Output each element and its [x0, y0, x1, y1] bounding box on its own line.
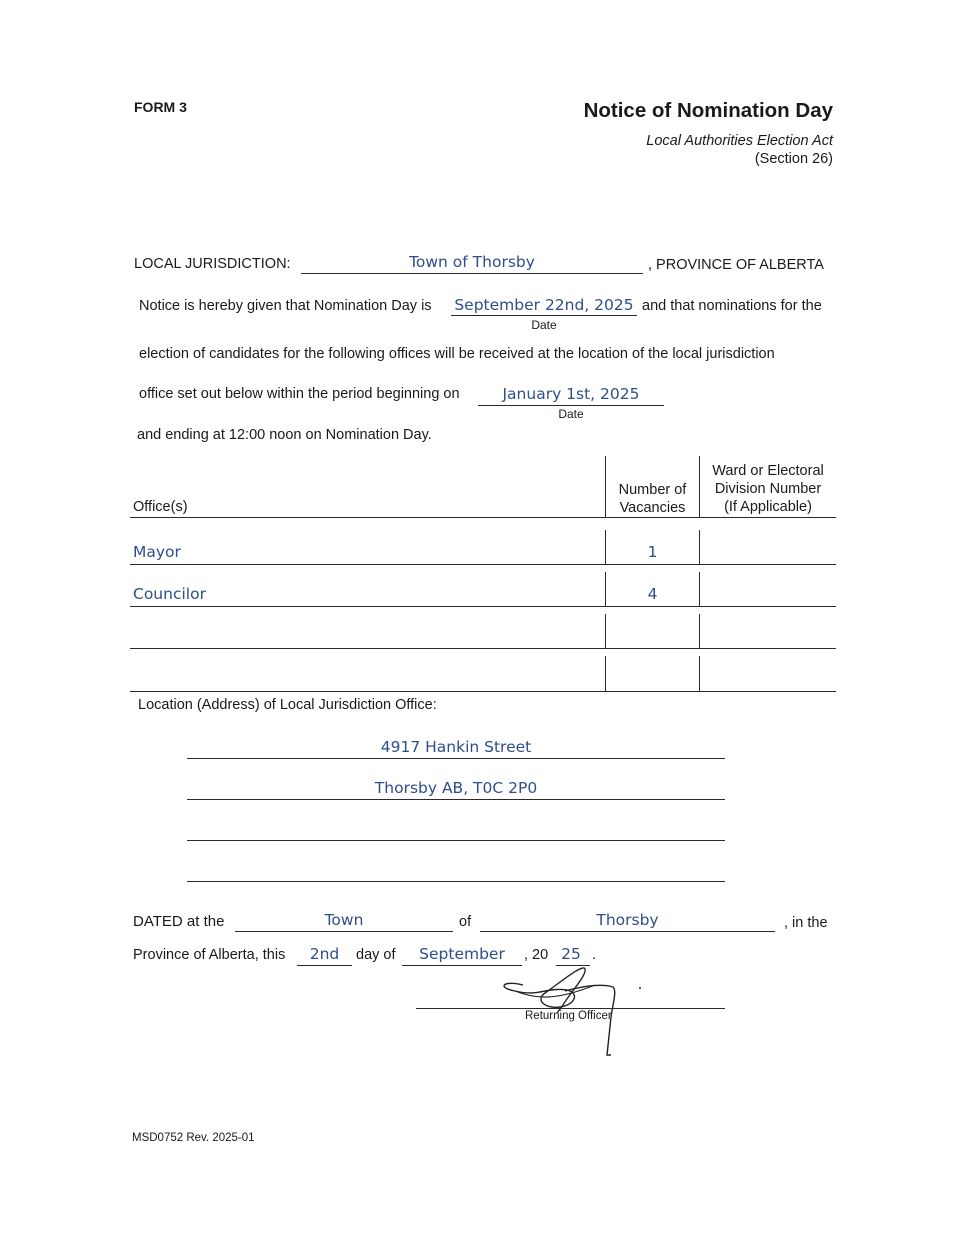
row2-divider-1 — [605, 572, 606, 607]
dated-place-name[interactable]: Thorsby — [596, 911, 659, 929]
office-column-header: Office(s) — [133, 499, 188, 515]
dated-place-type[interactable]: Town — [324, 911, 364, 929]
header-underline — [130, 517, 836, 518]
dated-of: of — [459, 914, 472, 930]
row2-underline — [130, 606, 836, 607]
day-underline — [297, 965, 352, 966]
place-name-underline — [480, 931, 775, 932]
vacancies-header-line1: Number of — [618, 482, 687, 498]
dated-line2-prefix: Province of Alberta, this — [133, 947, 286, 963]
signature-caption: Returning Officer — [525, 1010, 612, 1022]
address-line-2[interactable]: Thorsby AB, T0C 2P0 — [374, 779, 538, 797]
jurisdiction-label: LOCAL JURISDICTION: — [134, 256, 291, 272]
ward-header-line1: Ward or Electoral — [712, 463, 824, 479]
start-date-caption: Date — [558, 407, 584, 421]
jurisdiction-province: , PROVINCE OF ALBERTA — [648, 257, 824, 273]
jurisdiction-value[interactable]: Town of Thorsby — [409, 253, 535, 271]
notice-line1-prefix: Notice is hereby given that Nomination Day is — [139, 298, 432, 314]
dated-prefix: DATED at the — [133, 913, 225, 930]
row2-divider-2 — [699, 572, 700, 607]
dated-day-of: day of — [356, 947, 396, 963]
row3-divider-1 — [605, 614, 606, 649]
address-underline-2 — [187, 799, 725, 800]
nomination-date-underline — [451, 315, 637, 316]
start-date-value[interactable]: January 1st, 2025 — [502, 385, 640, 403]
vacancies-cell-mayor[interactable]: 1 — [647, 543, 658, 561]
office-cell-councilor[interactable]: Councilor — [133, 585, 206, 603]
header-divider-1 — [605, 456, 606, 518]
place-type-underline — [235, 931, 453, 932]
nomination-date-caption: Date — [531, 318, 557, 332]
jurisdiction-underline — [301, 273, 643, 274]
row1-underline — [130, 564, 836, 565]
row3-divider-2 — [699, 614, 700, 649]
form-number: FORM 3 — [134, 99, 187, 115]
row4-underline — [130, 691, 836, 692]
start-date-underline — [478, 405, 664, 406]
form-code: MSD0752 Rev. 2025-01 — [132, 1132, 255, 1144]
address-underline-3 — [187, 840, 725, 841]
notice-line4: and ending at 12:00 noon on Nomination Day. — [137, 427, 432, 443]
address-underline-4 — [187, 881, 725, 882]
dated-day[interactable]: 2nd — [309, 945, 340, 963]
signature-line — [416, 1008, 725, 1009]
row4-divider-1 — [605, 656, 606, 691]
row1-divider-1 — [605, 530, 606, 564]
act-section: (Section 26) — [754, 151, 833, 167]
row4-divider-2 — [699, 656, 700, 691]
act-name: Local Authorities Election Act — [646, 133, 833, 149]
ward-header-line2: Division Number — [714, 481, 822, 497]
location-label: Location (Address) of Local Jurisdiction Office: — [138, 697, 437, 713]
notice-line1-suffix: and that nominations for the — [642, 298, 822, 314]
vacancies-cell-councilor[interactable]: 4 — [647, 585, 658, 603]
address-underline-1 — [187, 758, 725, 759]
header-divider-2 — [699, 456, 700, 518]
office-cell-mayor[interactable]: Mayor — [133, 543, 181, 561]
notice-line3-prefix: office set out below within the period beginning on — [139, 386, 460, 402]
vacancies-header-line2: Vacancies — [619, 500, 686, 516]
dated-period: . — [592, 947, 597, 963]
row1-divider-2 — [699, 530, 700, 564]
ward-header-line3: (If Applicable) — [724, 499, 812, 515]
form-title: Notice of Nomination Day — [583, 99, 833, 122]
row3-underline — [130, 648, 836, 649]
address-line-1[interactable]: 4917 Hankin Street — [380, 738, 532, 756]
dated-year[interactable]: 25 — [561, 945, 581, 963]
notice-line2: election of candidates for the following offices will be received at the location of the local jurisdiction — [139, 346, 775, 362]
dated-year-prefix: , 20 — [524, 947, 549, 963]
dated-suffix: , in the — [784, 915, 828, 931]
dated-month[interactable]: September — [419, 945, 505, 963]
nomination-date-value[interactable]: September 22nd, 2025 — [454, 296, 634, 314]
